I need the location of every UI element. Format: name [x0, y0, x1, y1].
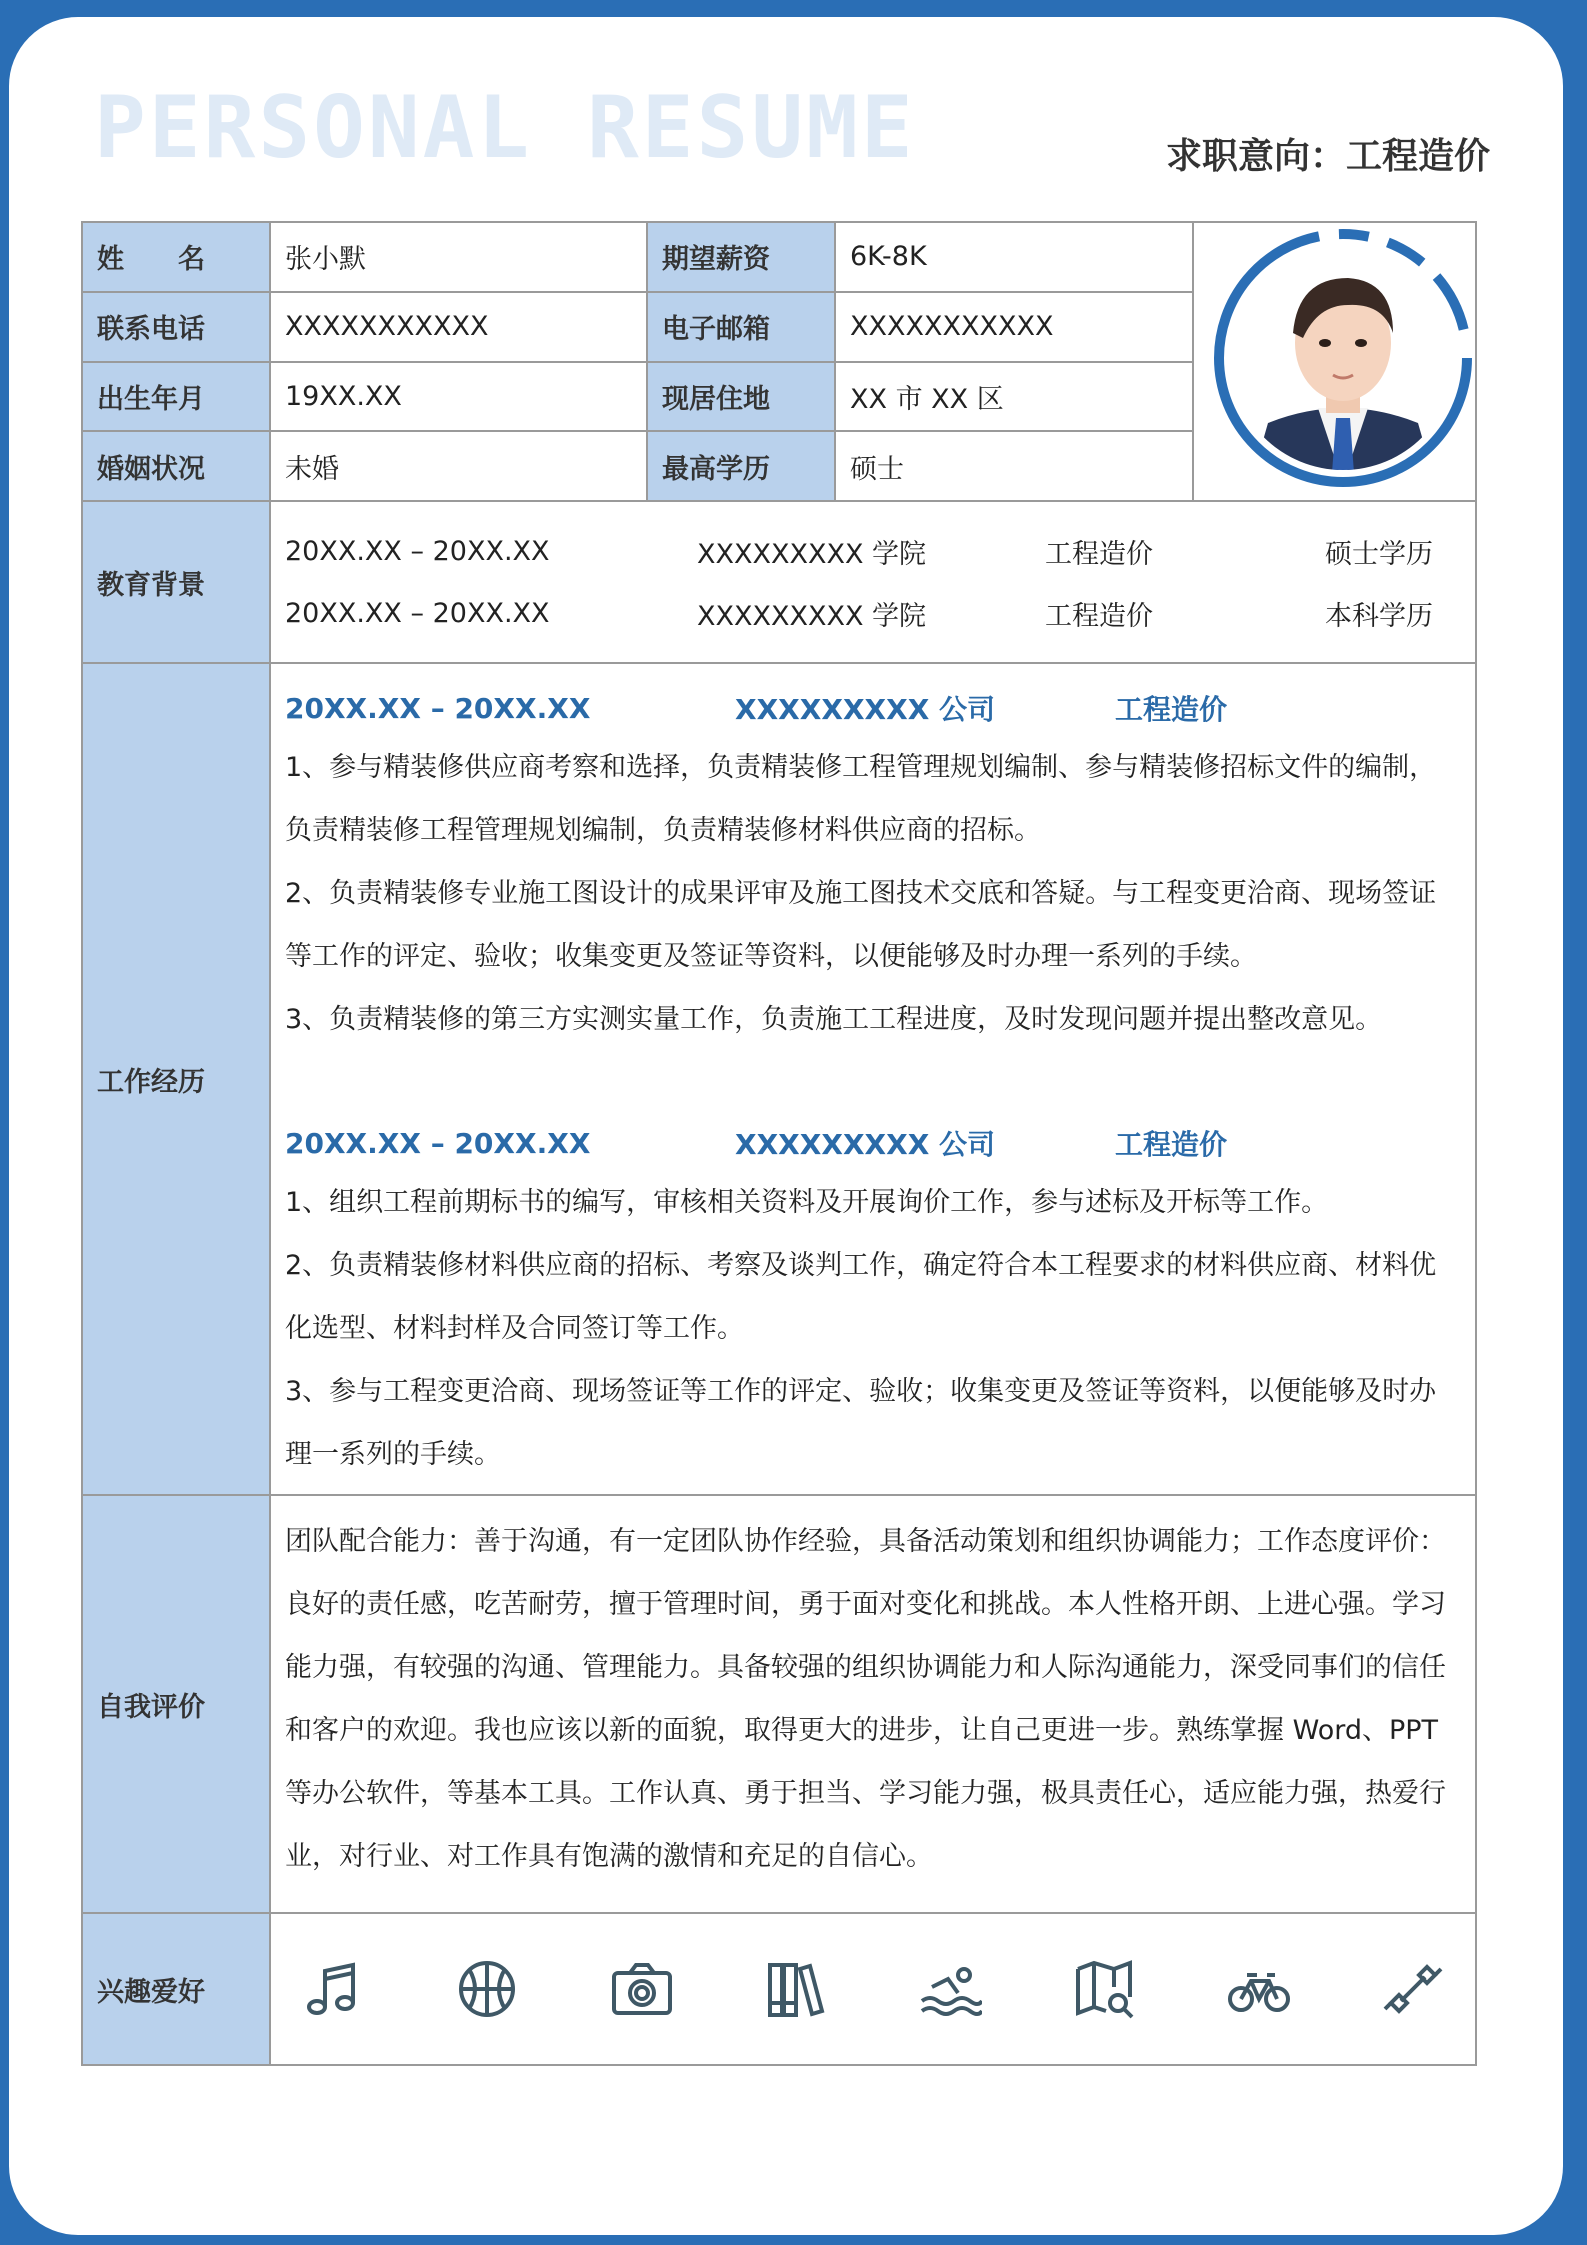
education-degree: 硕士学历: [1325, 538, 1433, 570]
name-value: 张小默: [270, 222, 647, 292]
map-icon: [1072, 1957, 1136, 2021]
education-school: XXXXXXXXX 学院: [697, 600, 927, 632]
hobbies-label: 兴趣爱好: [82, 1913, 270, 2065]
job-duty: 3、负责精装修的第三方实测实量工作，负责施工工程进度，及时发现问题并提出整改意见。: [285, 1004, 1383, 1035]
birth-value: 19XX.XX: [270, 362, 647, 432]
work-label: 工作经历: [82, 663, 270, 1495]
work-row: [82, 663, 1476, 1495]
marital-label: 婚姻状况: [82, 431, 270, 501]
job-company: XXXXXXXXX 公司: [735, 693, 996, 726]
bicycle-icon: [1227, 1957, 1291, 2021]
dumbbell-icon: [1381, 1957, 1445, 2021]
basketball-icon: [455, 1957, 519, 2021]
address-label: 现居住地: [647, 362, 835, 432]
music-icon: [301, 1957, 365, 2021]
name-label: 姓 名: [82, 222, 270, 292]
job-period: 20XX.XX – 20XX.XX: [285, 691, 591, 725]
education-entry: [285, 520, 1461, 582]
job-duty: 1、参与精装修供应商考察和选择，负责精装修工程管理规划编制、参与精装修招标文件的编制，负责精装修工程管理规划编制，负责精装修材料供应商的招标。: [285, 752, 1437, 846]
job-company: XXXXXXXXX 公司: [735, 1128, 996, 1161]
job-duty: 2、负责精装修专业施工图设计的成果评审及施工图技术交底和答疑。与工程变更洽商、现场签证等工作的评定、验收；收集变更及签证等资料，以便能够及时办理一系列的手续。: [285, 878, 1437, 972]
work-content: [270, 663, 1476, 1495]
hobby-icons: [285, 1957, 1461, 2021]
marital-value: 未婚: [270, 431, 647, 501]
education-major: 工程造价: [1045, 538, 1153, 570]
education-period: 20XX.XX – 20XX.XX: [285, 535, 550, 567]
avatar: [1208, 223, 1476, 493]
job-intent: [1166, 128, 1490, 179]
hobbies-content: [270, 1913, 1476, 2065]
degree-label: 最高学历: [647, 431, 835, 501]
education-school: XXXXXXXXX 学院: [697, 538, 927, 570]
education-content: [270, 501, 1476, 663]
job-intent-label: 求职意向：: [1165, 136, 1346, 177]
books-icon: [764, 1957, 828, 2021]
self-eval-label: 自我评价: [82, 1495, 270, 1913]
email-label: 电子邮箱: [647, 292, 835, 362]
email-value: XXXXXXXXXXX: [835, 292, 1193, 362]
job-duty: 1、组织工程前期标书的编写，审核相关资料及开展询价工作，参与述标及开标等工作。: [285, 1187, 1329, 1218]
resume-table: [81, 221, 1477, 2066]
background-title: PERSONAL RESUME: [94, 78, 916, 178]
job-title: 工程造价: [1115, 693, 1228, 726]
degree-value: 硕士: [835, 431, 1193, 501]
job-duty: 3、参与工程变更洽商、现场签证等工作的评定、验收；收集变更及签证等资料，以便能够及时办理一系列的手续。: [285, 1376, 1437, 1470]
education-period: 20XX.XX – 20XX.XX: [285, 597, 550, 629]
job-title: 工程造价: [1115, 1128, 1228, 1161]
job-duty: 2、负责精装修材料供应商的招标、考察及谈判工作，确定符合本工程要求的材料供应商、材料优化选型、材料封样及合同签订等工作。: [285, 1250, 1437, 1344]
job-header: [285, 1115, 1461, 1171]
salary-label: 期望薪资: [647, 222, 835, 292]
self-eval-text: 团队配合能力：善于沟通，有一定团队协作经验，具备活动策划和组织协调能力；工作态度评价：良好的责任感，吃苦耐劳，擅于管理时间，勇于面对变化和挑战。本人性格开朗、上进心强。学习能力强，有较强的沟通、管理能力。具备较强的组织协调能力和人际沟通能力，深受同事们的信任和客户的欢迎。我也应该以新的面貌，取得更大的进步，让自己更进一步。熟练掌握 Word、PPT 等办公软件，等基本工具。工作认真、勇于担当、学习能力强，极具责任心，适应能力强，热爱行业，对行业、对工作具有饱满的激情和充足的自信心。: [285, 1526, 1446, 1872]
swimming-icon: [918, 1957, 982, 2021]
salary-value: 6K-8K: [835, 222, 1193, 292]
self-eval-row: [82, 1495, 1476, 1913]
job-intent-value: 工程造价: [1345, 136, 1490, 177]
education-row: [82, 501, 1476, 663]
job-header: [285, 680, 1461, 736]
phone-label: 联系电话: [82, 292, 270, 362]
camera-icon: [610, 1957, 674, 2021]
education-major: 工程造价: [1045, 600, 1153, 632]
education-entry: [285, 582, 1461, 644]
self-eval-content: [270, 1495, 1476, 1913]
info-row-name: [82, 222, 1476, 292]
education-degree: 本科学历: [1325, 600, 1433, 632]
education-label: 教育背景: [82, 501, 270, 663]
birth-label: 出生年月: [82, 362, 270, 432]
corner-decoration-top: [0, 0, 430, 14]
hobbies-row: [82, 1913, 1476, 2065]
phone-value: XXXXXXXXXXX: [270, 292, 647, 362]
job-period: 20XX.XX – 20XX.XX: [285, 1126, 591, 1160]
address-value: XX 市 XX 区: [835, 362, 1193, 432]
photo-cell: [1193, 222, 1476, 501]
spacer: [285, 1051, 1461, 1115]
